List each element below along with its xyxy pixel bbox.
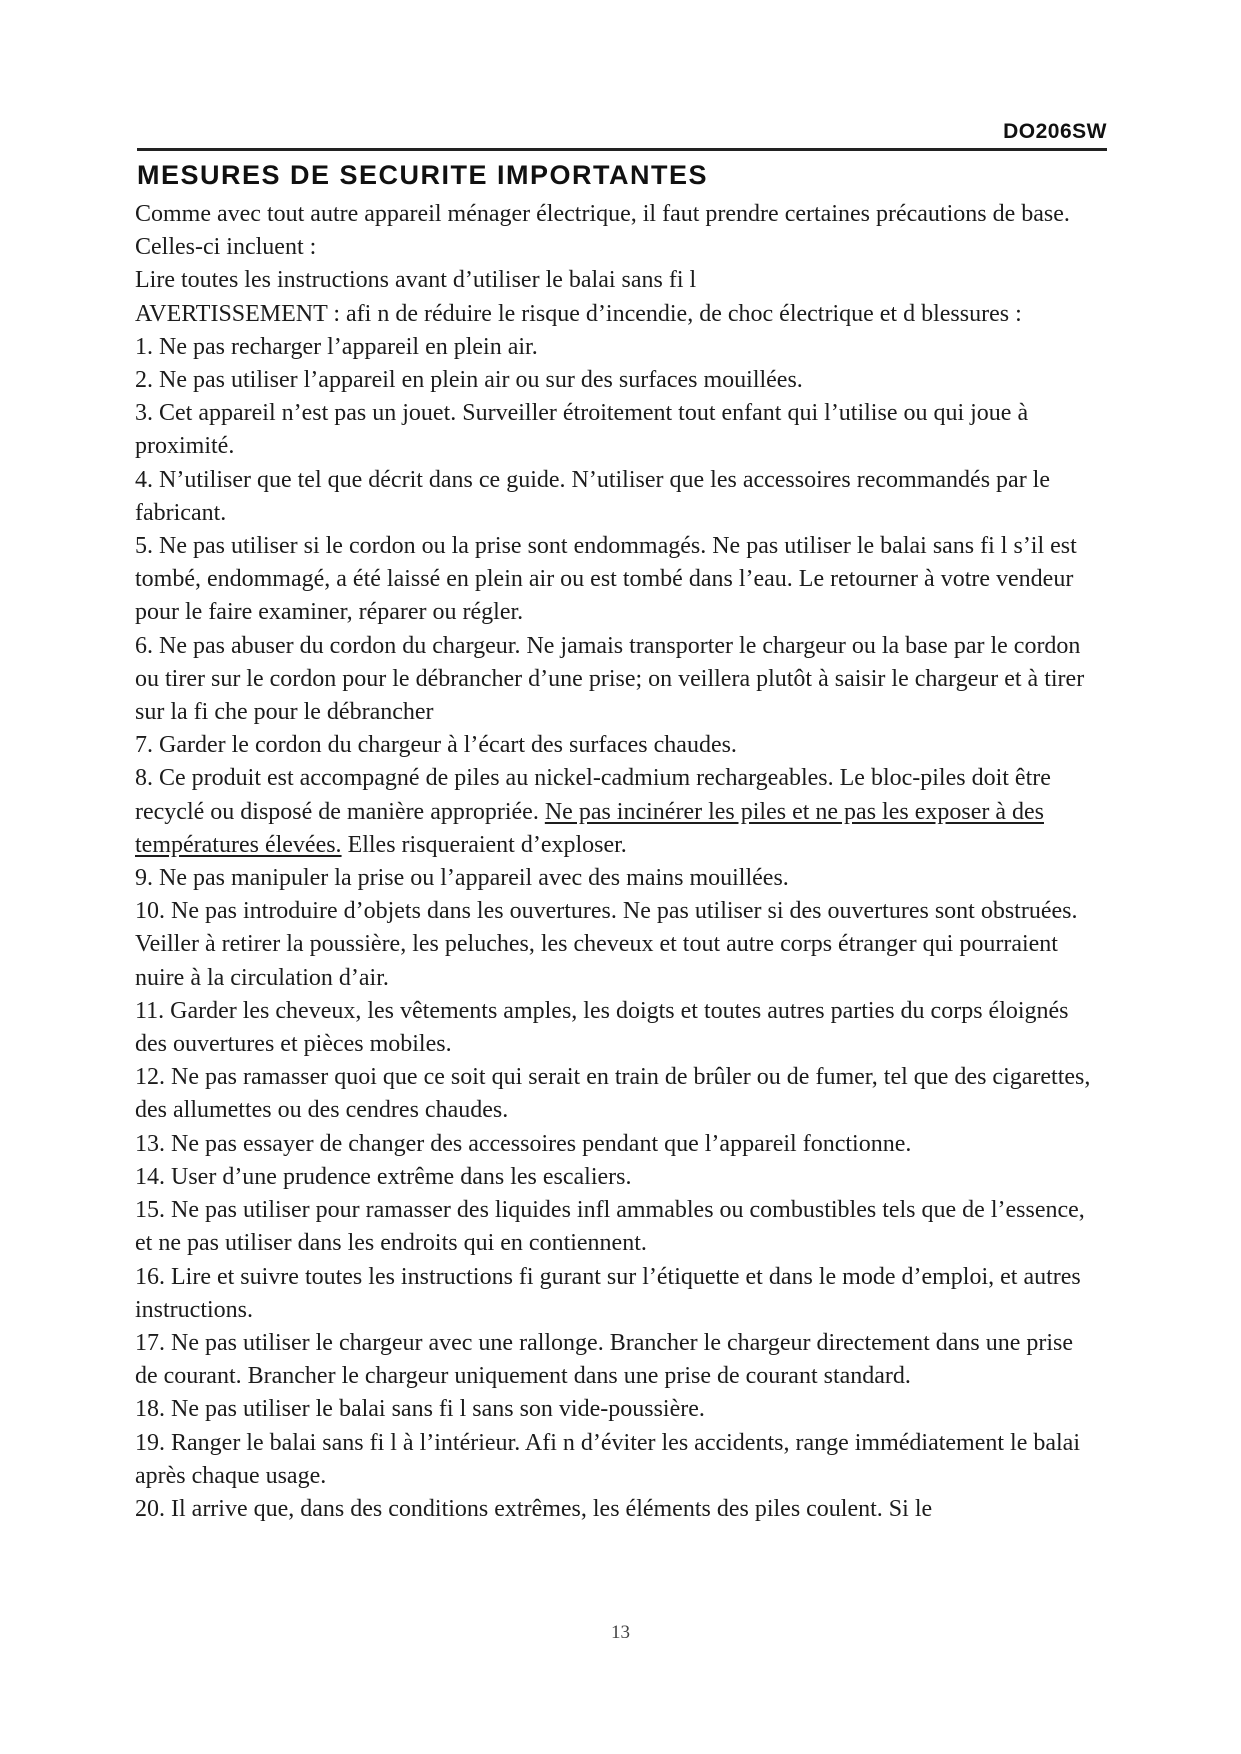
list-item: 6. Ne pas abuser du cordon du chargeur. Ne jamais transporter le chargeur ou la base par le cordon ou tirer sur le cordon pour le débrancher d’une prise; on veillera plutôt à saisir le chargeur et à tirer sur la fi che pour le débrancher (135, 632, 1085, 726)
list-item: 16. Lire et suivre toutes les instructions fi gurant sur l’étiquette et dans le mode d’emploi, et autres instructions. (135, 1263, 1081, 1323)
list-item-battery (135, 762, 1100, 862)
list-item: 5. Ne pas utiliser si le cordon ou la prise sont endommagés. Ne pas utiliser le balai sans fi l s’il est tombé, endommagé, a été laissé en plein air ou est tombé dans l’eau. Le retourner à votre vendeur pour le faire examiner, réparer ou régler. (135, 533, 1077, 626)
list-item: 18. Ne pas utiliser le balai sans fi l sans son vide-poussière. (135, 1396, 705, 1423)
list-item: 1. Ne pas recharger l’appareil en plein air. (135, 333, 538, 360)
intro-paragraph: Comme avec tout autre appareil ménager électrique, il faut prendre certaines précautions de base. Celles-ci incluent : (135, 201, 1070, 261)
safety-instructions (135, 198, 1100, 1526)
list-item: 7. Garder le cordon du chargeur à l’écart des surfaces chaudes. (135, 732, 737, 759)
list-item: 3. Cet appareil n’est pas un jouet. Surveiller étroitement tout enfant qui l’utilise ou qui joue à proximité. (135, 400, 1029, 460)
model-code: DO206SW (1003, 120, 1107, 143)
list-item: 13. Ne pas essayer de changer des accessoires pendant que l’appareil fonctionne. (135, 1130, 912, 1157)
page-title: MESURES DE SECURITE IMPORTANTES (137, 160, 709, 190)
list-item: 11. Garder les cheveux, les vêtements amples, les doigts et toutes autres parties du corps éloignés des ouvertures et pièces mobiles. (135, 997, 1069, 1058)
list-item: 19. Ranger le balai sans fi l à l’intérieur. Afi n d’éviter les accidents, range immédiatement le balai après chaque usage. (135, 1429, 1080, 1489)
list-item: 2. Ne pas utiliser l’appareil en plein air ou sur des surfaces mouillées. (135, 367, 803, 394)
list-item: 17. Ne pas utiliser le chargeur avec une rallonge. Brancher le chargeur directement dans une prise de courant. Brancher le chargeur uniquement dans une prise de courant standard. (135, 1329, 1074, 1390)
read-instructions-line: Lire toutes les instructions avant d’utiliser le balai sans fi l (135, 267, 697, 294)
list-item: 15. Ne pas utiliser pour ramasser des liquides infl ammables ou combustibles tels que de l’essence, et ne pas utiliser dans les endroits qui en contiennent. (135, 1197, 1085, 1257)
list-item: 10. Ne pas introduire d’objets dans les ouvertures. Ne pas utiliser si des ouvertures sont obstruées. Veiller à retirer la poussière, les peluches, les cheveux et tout autre corps étranger qui pourraient nuire à la circulation d’air. (135, 898, 1078, 991)
header-divider (137, 148, 1107, 151)
list-item: 4. N’utiliser que tel que décrit dans ce guide. N’utiliser que les accessoires recommandés par le fabricant. (135, 466, 1050, 526)
battery-item-lead: 8. Ce produit est accompagné de piles au nickel-cadmium rechargeables. Le bloc-piles doit être recyclé ou disposé de manière appropriée. (135, 765, 1051, 825)
page-number: 13 (611, 1622, 630, 1643)
list-item: 12. Ne pas ramasser quoi que ce soit qui serait en train de brûler ou de fumer, tel que des cigarettes, des allumettes ou des cendres chaudes. (135, 1064, 1091, 1124)
warning-paragraph: AVERTISSEMENT : afi n de réduire le risque d’incendie, de choc électrique et d blessures : (135, 300, 1022, 327)
list-item: 20. Il arrive que, dans des conditions extrêmes, les éléments des piles coulent. Si le (135, 1495, 933, 1522)
battery-warning-underlined: Ne pas incinérer les piles et ne pas les exposer à des températures élevées. (135, 798, 1044, 858)
battery-item-tail: Elles risqueraient d’exploser. (347, 831, 627, 858)
list-item: 9. Ne pas manipuler la prise ou l’appareil avec des mains mouillées. (135, 865, 789, 892)
list-item: 14. User d’une prudence extrême dans les escaliers. (135, 1163, 632, 1190)
